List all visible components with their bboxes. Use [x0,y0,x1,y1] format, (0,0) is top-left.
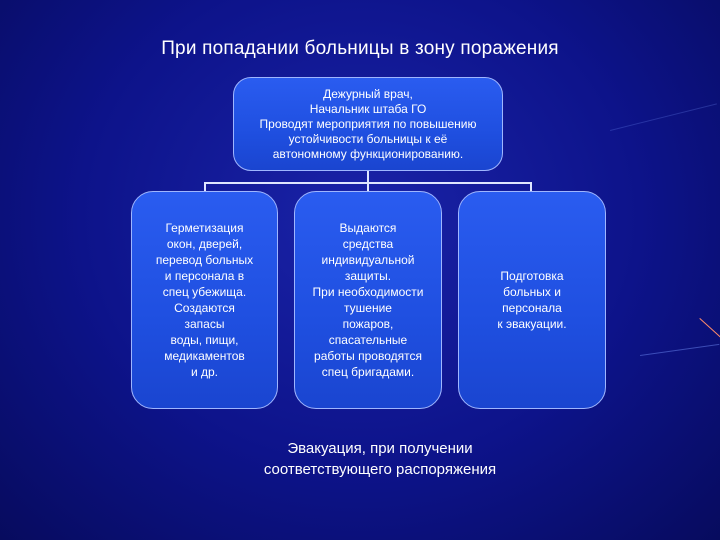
top-box-duty-doctor [233,77,503,171]
top-box-text: Дежурный врач, Начальник штаба ГО Проводят мероприятия по повышению устойчивости больницы к её автономному функционированию. [259,86,477,161]
page-title: При попадании больницы в зону поражения [161,38,559,59]
box-evacuation-prep [458,191,606,409]
box-sealing-shelter-text: Герметизация окон, дверей, перевод больных и персонала в спец убежища. Создаются запасы воды, пищи, медикаментов и др. [155,221,254,379]
evacuation-note: Эвакуация, при получении соответствующего распоряжения [263,440,497,478]
decorative-ray [640,344,719,356]
decorative-ray [610,103,717,131]
box-evacuation-prep-text: Подготовка больных и персонала к эвакуации. [497,269,567,331]
box-sealing-shelter [131,191,278,409]
box-protection-rescue-text: Выдаются средства индивидуальной защиты. При необходимости тушение пожаров, спасательные работы проводятся спец бригадами. [312,221,424,379]
decorative-ray [699,318,720,337]
box-protection-rescue [294,191,442,409]
